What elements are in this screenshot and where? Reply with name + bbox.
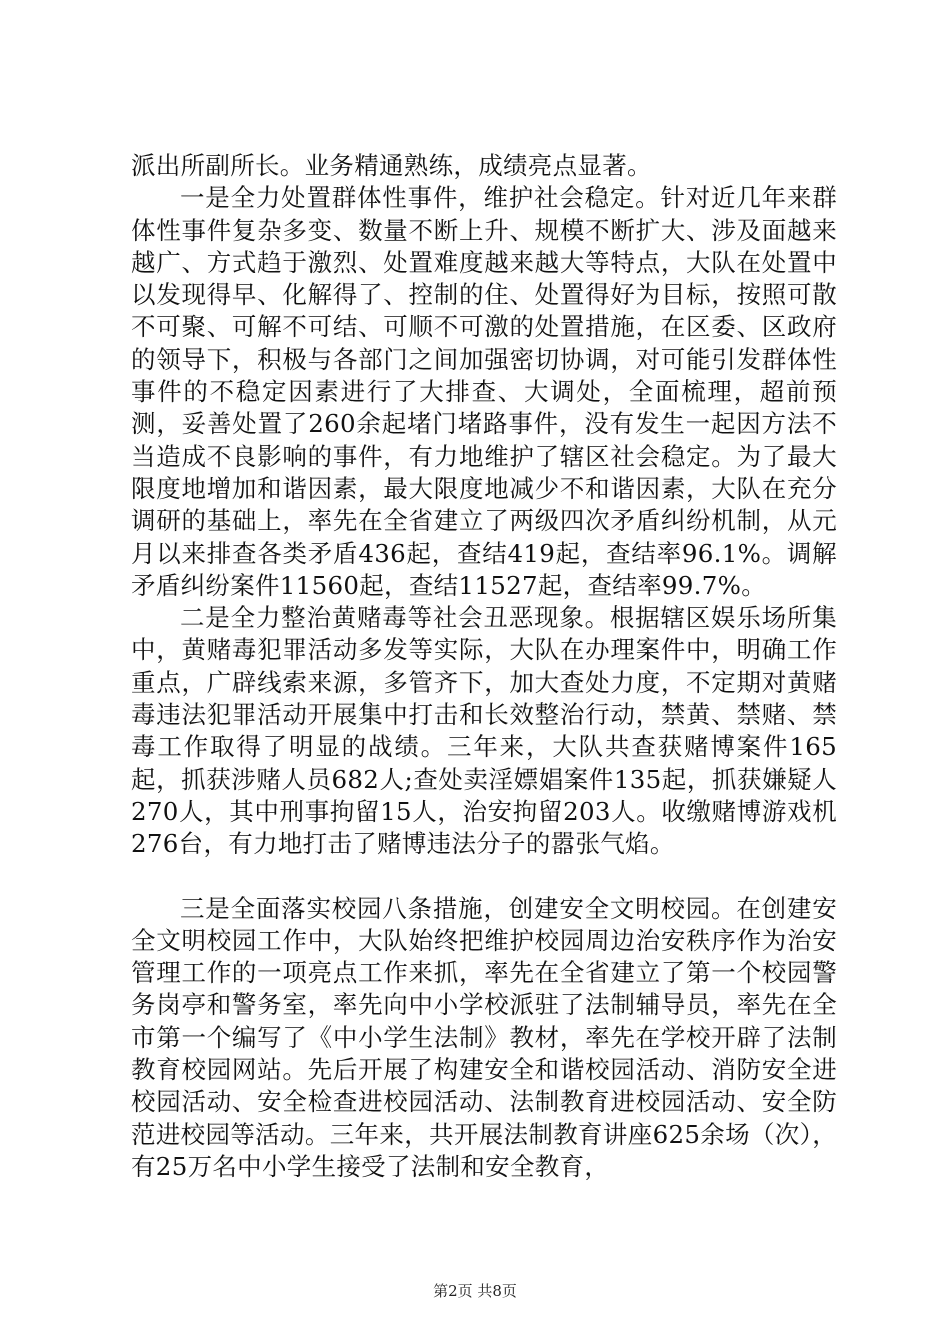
paragraph-group-incidents: 一是全力处置群体性事件，维护社会稳定。针对近几年来群体性事件复杂多变、数量不断上升、规模不断扩大、涉及面越来越广、方式趋于激烈、处置难度越来越大等特点，大队在处置中以发现得早、化解得了、控制的住、处置得好为目标，按照可散不可聚、可解不可结、可顺不可激的处置措施，在区委、区政府的领导下，积极与各部门之间加强密切协调，对可能引发群体性事件的不稳定因素进行了大排查、大调处，全面梳理，超前预测，妥善处置了260余起堵门堵路事件，没有发生一起因方法不当造成不良影响的事件，有力地维护了辖区社会稳定。为了最大限度地增加和谐因素，最大限度地减少不和谐因素，大队在充分调研的基础上，率先在全省建立了两级四次矛盾纠纷机制，从元月以来排查各类矛盾436起，查结419起，查结率96.1%。调解矛盾纠纷案件11560起，查结11527起，查结率99.7%。 (131, 183, 837, 600)
paragraph-spacer (131, 861, 837, 893)
paragraph-vice-crackdown: 二是全力整治黄赌毒等社会丑恶现象。根据辖区娱乐场所集中，黄赌毒犯罪活动多发等实际，大队在办理案件中，明确工作重点，广辟线索来源，多管齐下，加大查处力度，不定期对黄赌毒违法犯罪活动开展集中打击和长效整治行动，禁黄、禁赌、禁毒工作取得了明显的战绩。三年来，大队共查获赌博案件165起，抓获涉赌人员682人;查处卖淫嫖娼案件135起，抓获嫌疑人270人，其中刑事拘留15人，治安拘留203人。收缴赌博游戏机276台，有力地打击了赌博违法分子的嚣张气焰。 (131, 603, 837, 859)
paragraph-campus-safety: 三是全面落实校园八条措施，创建安全文明校园。在创建安全文明校园工作中，大队始终把维护校园周边治安秩序作为治安管理工作的一项亮点工作来抓，率先在全省建立了第一个校园警务岗亭和警务室，率先向中小学校派驻了法制辅导员，率先在全市第一个编写了《中小学生法制》教材，率先在学校开辟了法制教育校园网站。先后开展了构建安全和谐校园活动、消防安全进校园活动、安全检查进校园活动、法制教育进校园活动、安全防范进校园等活动。三年来，共开展法制教育讲座625余场（次），有25万名中小学生接受了法制和安全教育， (131, 893, 837, 1181)
page-footer (0, 1280, 950, 1301)
paragraph-continuation: 派出所副所长。业务精通熟练，成绩亮点显著。 (131, 151, 652, 180)
document-body (131, 150, 837, 1183)
page-number-label: 第2页 共8页 (433, 1282, 517, 1300)
